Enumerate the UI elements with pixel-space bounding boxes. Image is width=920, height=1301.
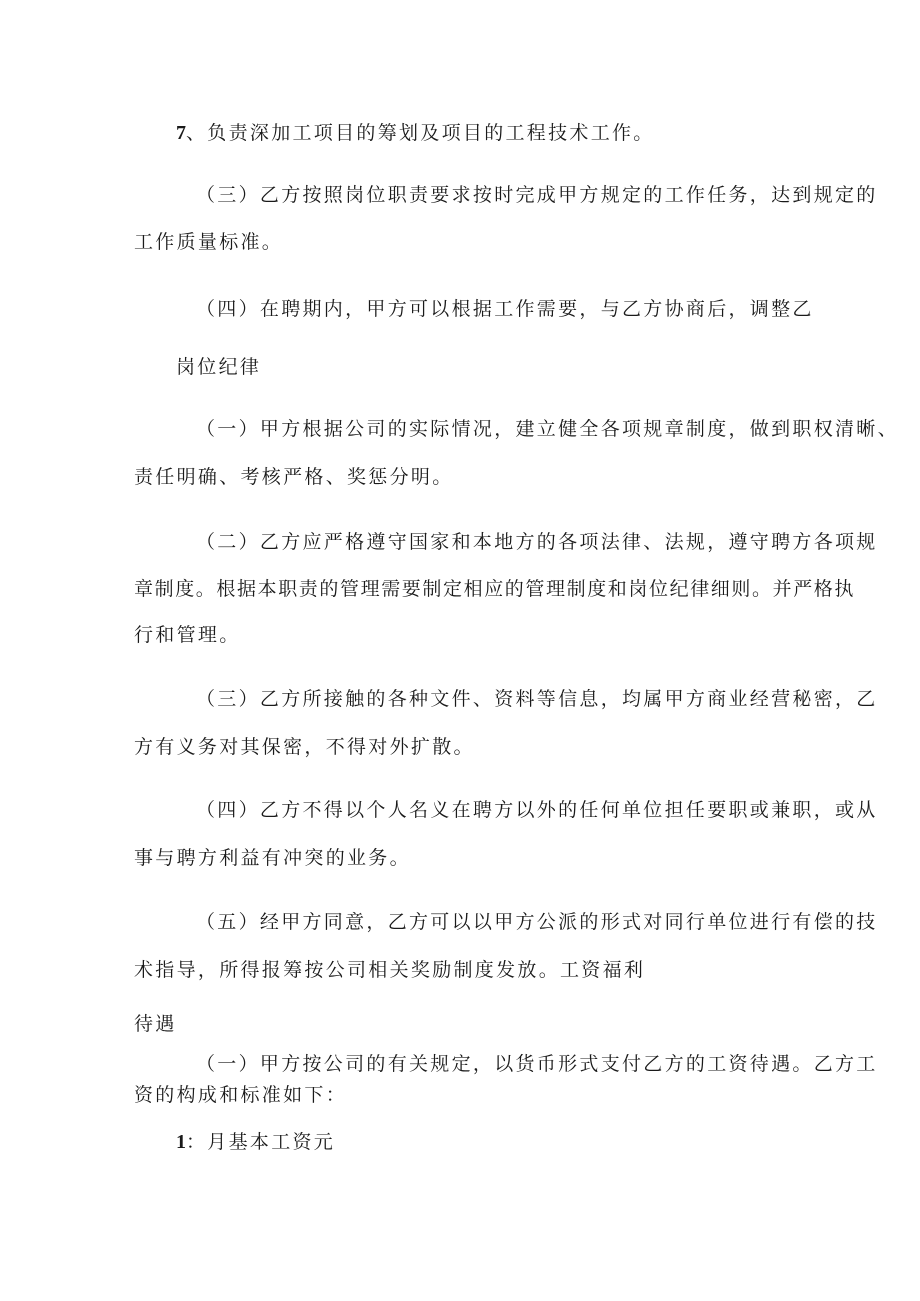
- item-7-text: 、负责深加工项目的筹划及项目的工程技术工作。: [186, 122, 655, 144]
- discipline-p5-line-1: （五）经甲方同意，乙方可以以甲方公派的形式对同行单位进行有偿的技: [196, 911, 878, 933]
- item-1-number: 1: [176, 1131, 186, 1153]
- heading-treatment: 待遇: [134, 1013, 177, 1035]
- discipline-p3-line-2: 方有义务对其保密，不得对外扩散。: [134, 736, 475, 758]
- para-4: （四）在聘期内，甲方可以根据工作需要，与乙方协商后，调整乙: [196, 298, 814, 320]
- heading-discipline: 岗位纪律: [176, 356, 262, 378]
- item-1-text: ：月基本工资元: [186, 1131, 336, 1153]
- discipline-p2-line-2: 章制度。根据本职责的管理需要制定相应的管理制度和岗位纪律细则。并严格执: [134, 578, 856, 600]
- para-3-line-1: （三）乙方按照岗位职责要求按时完成甲方规定的工作任务，达到规定的: [196, 184, 878, 206]
- discipline-p1-line-2: 责任明确、考核严格、奖惩分明。: [134, 466, 454, 488]
- item-7: [176, 121, 655, 145]
- salary-p1-line-2: 资的构成和标准如下：: [134, 1084, 348, 1106]
- discipline-p5-line-2: 术指导，所得报筹按公司相关奖励制度发放。工资福利: [134, 959, 646, 981]
- discipline-p2-line-3: 行和管理。: [134, 624, 241, 646]
- item-7-number: 7: [176, 122, 186, 144]
- salary-p1-line-1: （一）甲方按公司的有关规定，以货币形式支付乙方的工资待遇。乙方工: [196, 1053, 878, 1075]
- discipline-p4-line-1: （四）乙方不得以个人名义在聘方以外的任何单位担任要职或兼职，或从: [196, 799, 878, 821]
- para-3-line-2: 工作质量标准。: [134, 231, 284, 253]
- item-1: [176, 1130, 335, 1154]
- discipline-p4-line-2: 事与聘方利益有冲突的业务。: [134, 847, 411, 869]
- discipline-p3-line-1: （三）乙方所接触的各种文件、资料等信息，均属甲方商业经营秘密，乙: [196, 688, 878, 710]
- discipline-p1-line-1: （一）甲方根据公司的实际情况，建立健全各项规章制度，做到职权清晰、: [196, 418, 899, 440]
- discipline-p2-line-1: （二）乙方应严格遵守国家和本地方的各项法律、法规，遵守聘方各项规: [196, 531, 878, 553]
